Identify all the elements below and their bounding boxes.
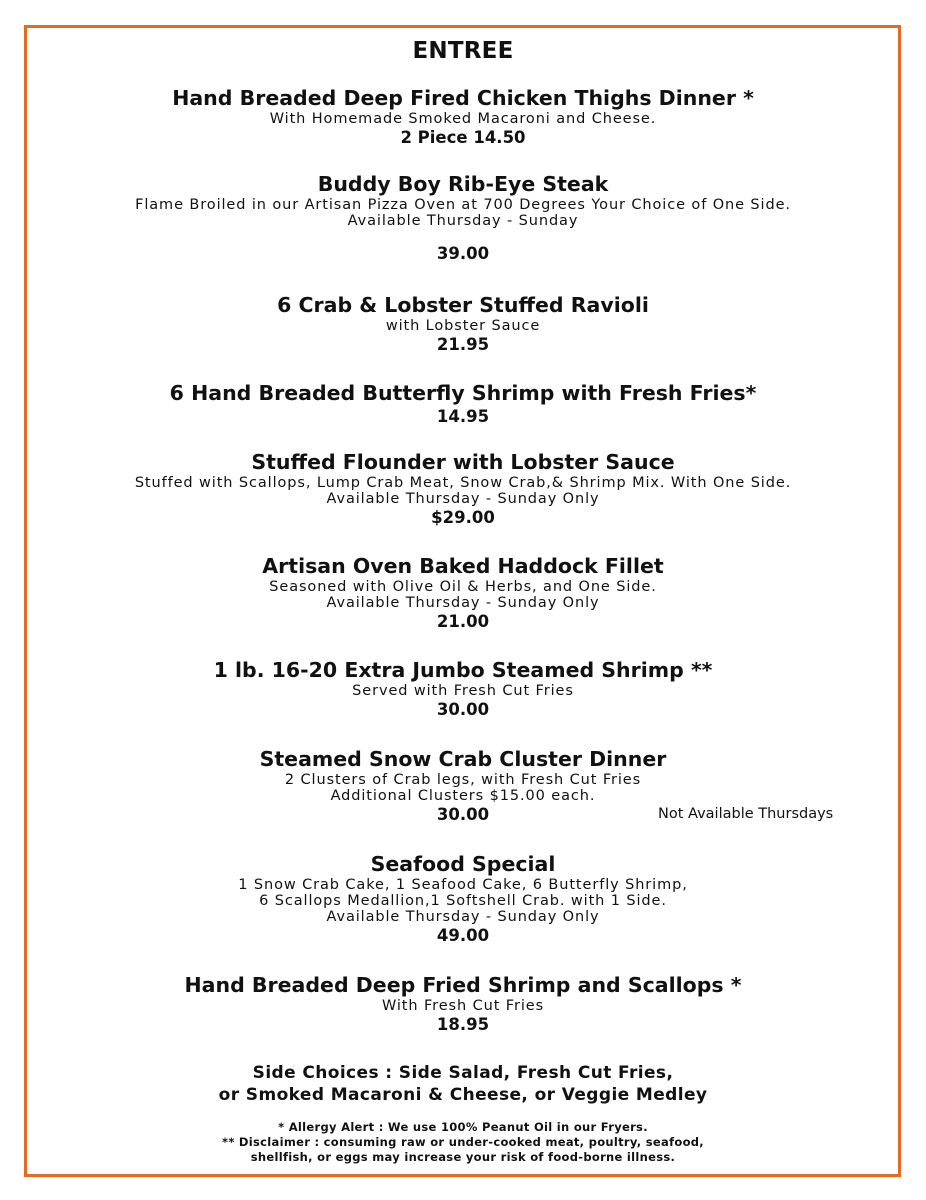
item-desc: 2 Clusters of Crab legs, with Fresh Cut Fries bbox=[284, 772, 642, 788]
menu-item-butterfly-shrimp bbox=[30, 380, 896, 428]
item-desc: Available Thursday - Sunday Only bbox=[326, 491, 600, 507]
item-price: 30.00 bbox=[436, 700, 490, 719]
item-name: Artisan Oven Baked Haddock Fillet bbox=[262, 554, 664, 578]
item-desc: With Fresh Cut Fries bbox=[381, 998, 545, 1014]
item-name: Steamed Snow Crab Cluster Dinner bbox=[259, 747, 667, 771]
menu-item-haddock bbox=[30, 553, 896, 633]
footnotes bbox=[0, 1120, 926, 1165]
menu-item-shrimp-scallops bbox=[30, 972, 896, 1036]
item-price: 14.95 bbox=[436, 407, 490, 426]
item-name: Hand Breaded Deep Fired Chicken Thighs Dinner * bbox=[172, 86, 754, 110]
menu-item-seafood-special bbox=[30, 851, 896, 947]
item-name: Stuffed Flounder with Lobster Sauce bbox=[251, 450, 675, 474]
item-name: Buddy Boy Rib-Eye Steak bbox=[317, 172, 609, 196]
side-choices-line: or Smoked Macaroni & Cheese, or Veggie Medley bbox=[218, 1085, 708, 1105]
item-desc: 1 Snow Crab Cake, 1 Seafood Cake, 6 Butterfly Shrimp, bbox=[238, 877, 688, 893]
allergy-alert: * Allergy Alert : We use 100% Peanut Oil in our Fryers. bbox=[278, 1120, 648, 1134]
item-desc: Available Thursday - Sunday bbox=[347, 213, 579, 229]
menu-item-ravioli bbox=[30, 292, 896, 356]
item-name: 6 Hand Breaded Butterfly Shrimp with Fresh Fries* bbox=[169, 381, 757, 405]
item-desc: 6 Scallops Medallion,1 Softshell Crab. with 1 Side. bbox=[259, 893, 667, 909]
item-name: Hand Breaded Deep Fried Shrimp and Scallops * bbox=[184, 973, 742, 997]
item-price: 21.95 bbox=[436, 335, 490, 354]
item-desc: Additional Clusters $15.00 each. bbox=[330, 788, 596, 804]
side-choices-line: Side Choices : Side Salad, Fresh Cut Fries, bbox=[252, 1063, 674, 1083]
item-desc: With Homemade Smoked Macaroni and Cheese. bbox=[269, 111, 657, 127]
item-name: 1 lb. 16-20 Extra Jumbo Steamed Shrimp ** bbox=[213, 658, 713, 682]
item-price: 49.00 bbox=[436, 926, 490, 945]
item-desc: with Lobster Sauce bbox=[385, 318, 541, 334]
menu-item-jumbo-shrimp bbox=[30, 657, 896, 721]
disclaimer-line: ** Disclaimer : consuming raw or under-cooked meat, poultry, seafood, bbox=[222, 1135, 704, 1149]
page-title: ENTREE bbox=[412, 38, 514, 64]
menu-item-stuffed-flounder bbox=[30, 449, 896, 529]
availability-note: Not Available Thursdays bbox=[658, 806, 834, 822]
menu-item-chicken-thighs bbox=[30, 85, 896, 149]
item-desc: Available Thursday - Sunday Only bbox=[326, 595, 600, 611]
item-name: 6 Crab & Lobster Stuffed Ravioli bbox=[277, 293, 649, 317]
menu-item-rib-eye bbox=[30, 171, 896, 265]
item-price: 39.00 bbox=[436, 244, 490, 263]
item-price: $29.00 bbox=[431, 508, 495, 527]
item-price: 21.00 bbox=[436, 612, 490, 631]
item-desc: Seasoned with Olive Oil & Herbs, and One Side. bbox=[269, 579, 657, 595]
item-desc: Stuffed with Scallops, Lump Crab Meat, Snow Crab,& Shrimp Mix. With One Side. bbox=[134, 475, 792, 491]
side-choices bbox=[0, 1062, 926, 1106]
disclaimer-line: shellfish, or eggs may increase your risk of food-borne illness. bbox=[250, 1150, 676, 1164]
item-price: 2 Piece 14.50 bbox=[400, 128, 526, 147]
item-desc: Served with Fresh Cut Fries bbox=[352, 683, 574, 699]
item-price: 30.00 bbox=[436, 805, 490, 824]
item-price: 18.95 bbox=[436, 1015, 490, 1034]
item-desc: Flame Broiled in our Artisan Pizza Oven at 700 Degrees Your Choice of One Side. bbox=[135, 197, 791, 213]
item-name: Seafood Special bbox=[370, 852, 556, 876]
item-desc: Available Thursday - Sunday Only bbox=[326, 909, 600, 925]
